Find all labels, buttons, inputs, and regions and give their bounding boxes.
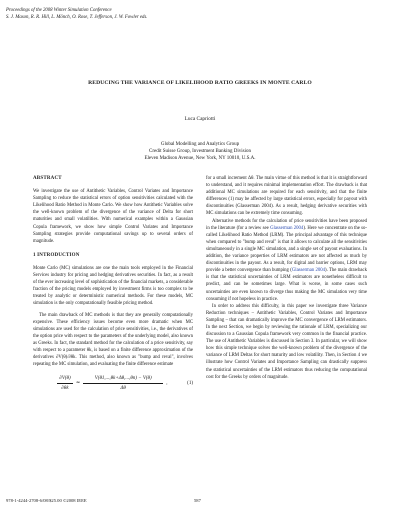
author-name: Luca Capriotti (184, 116, 216, 122)
footer-isbn: 978-1-4244-2708-6/08/$25.00 ©2008 IEEE (6, 498, 87, 503)
left-column (33, 175, 193, 392)
citation-link[interactable]: Glasserman 2004 (291, 268, 326, 274)
intro-paragraph-2: The main drawback of MC methods is that they are generally computationally expensive. These efficiency issues become even more dramatic when MC simulations are used for the calculation of price sensitivities, i.e., the derivatives of the option price with respect to the parameters of the underlying model, also known as Greeks. In fact, the standard method for the calculation of a price sensitivity, say with respect to a parameter θk, is based on a finite difference approximation of the derivatives ∂V(θ)/∂θk. This method, also known as "bump and reval", involves repeating the MC simulation, and evaluating the finite difference estimate (33, 312, 193, 368)
equation-lhs (57, 375, 73, 392)
right-paragraph-2-part-b: ). Here we concentrate on the so-called Likelihood Ratio Method (LRM). The principal advantage of this technique when compared to "bump and reval" is that it allows to calculate all the sensitivities simultaneously in a single MC simulation, and a single set of payout evaluations. In addition, the variance properties of LRM estimators are not affected as much by discontinuities in the payout. As a result, for digital and barrier options, LRM may provide a better convergence than bumping ( (206, 225, 367, 274)
abstract-heading: ABSTRACT (33, 176, 62, 181)
right-paragraph-3: In order to address this difficulty, in this paper we investigate three Variance Reduction techniques – Antithetic Variables, Control Variates and Importance Sampling – that can dramatically improve the MC convergence of LRM estimators. In the next Section, we begin by reviewing the rationale of LRM, specializing our discussion to a Gaussian Copula framework very common in the financial practice. The use of Antithetic Variables is discussed in Section 3. In particular, we will show how this simple technique solves the well-known problem of the divergence of the variance of LRM Deltas for short maturity and low volatility. Then, in Section 4 we illustrate how Control Variates and Importance Sampling can drastically suppress the statistical uncertainties of the LRM estimators thus reducing the computational cost for the Greeks by orders of magnitude. (206, 303, 367, 380)
citation-link[interactable]: Glasserman 2004 (270, 225, 304, 231)
right-paragraph-2 (206, 218, 367, 303)
paper-title: REDUCING THE VARIANCE OF LIKELIHOOD RATIO GREEKS IN MONTE CARLO (88, 80, 312, 86)
proceedings-header (6, 7, 148, 21)
right-column (206, 175, 367, 381)
equation-rhs (83, 375, 163, 392)
abstract-text: We investigate the use of Antithetic Variables, Control Variates and Importance Sampling to reduce the statistical errors of option sensitivities calculated with the Likelihood Ratio Method in Monte Carlo. We show how Antithetic Variables solve the well-known problem of the divergence of the variance of Delta for short maturities and small volatilities. With numerical examples within a Gaussian Copula framework, we show how simple Control Variates and Importance Sampling strategies provide computational savings up to several orders of magnitude. (33, 189, 193, 244)
proceedings-line: Proceedings of the 2008 Winter Simulation Conference (6, 8, 112, 13)
equation-rhs-numerator: V(θ1,...,θk+Δθ,...,θn) − V(θ) (94, 375, 152, 381)
equation-1: $\frac{\partial V(\theta)}{\partial\theta k}$ ≃ $\frac{V(\theta 1,...,\theta k+\Delta\theta,...,\theta n) - V(\theta)}{\Delta\theta}$ , (1) (33, 374, 193, 392)
affiliation-line: Global Modelling and Analytics Group (160, 142, 240, 147)
right-paragraph-1: for a small increment Δθ. The main virtue of this method is that it is straightforward to understand, and it requires minimal implementation effort. The drawback is that additional MC simulations are required for each sensitivity, and that the finite differences (1) may be affected by large statistical errors, especially for payout with discontinuities (Glasserman 2004). As a result, hedging derivative securities with MC simulations can be extremely time consuming. (206, 176, 367, 217)
affiliation-line: Eleven Madison Avenue, New York, NY 10010, U.S.A. (144, 156, 256, 161)
equation-lhs-numerator: ∂V(θ) (59, 375, 71, 381)
affiliation (0, 141, 400, 162)
intro-paragraph-1: Monte Carlo (MC) simulations are one the main tools employed in the Financial Services industry for pricing and hedging derivatives securities. In fact, as a result of the ever increasing level of sophistication of the financial markets, a considerable fraction of the pricing models employed by investment firms is too complex to be treated by analytic or deterministic numerical methods. For these models, MC simulation is the only computationally feasible pricing method. (33, 265, 193, 307)
editors-line: S. J. Mason, R. R. Hill, L. Mönch, O. Rose, T. Jefferson, J. W. Fowler eds. (6, 15, 148, 20)
affiliation-line: Credit Suisse Group, Investment Banking Division (149, 149, 251, 154)
page-number: 587 (194, 498, 201, 503)
equation-number: (1) (187, 380, 193, 386)
right-paragraph-2-part-c: ). The main drawback is that the statistical uncertainties of LRM estimators are nonetheless difficult to predict, and can be sometimes large. What is worse, in some cases such uncertainties are even known to diverge thus making the MC simulation very time consuming if not hopeless in practice. (206, 268, 367, 302)
equation-lhs-denominator: ∂θk (61, 385, 69, 391)
introduction-heading: 1 INTRODUCTION (33, 252, 80, 258)
right-paragraph-2-part-a: Alternative methods for the calculation of price sensitivities have been proposed in the literature (for a review see (206, 218, 367, 231)
equation-rhs-denominator: Δθ (120, 385, 126, 391)
